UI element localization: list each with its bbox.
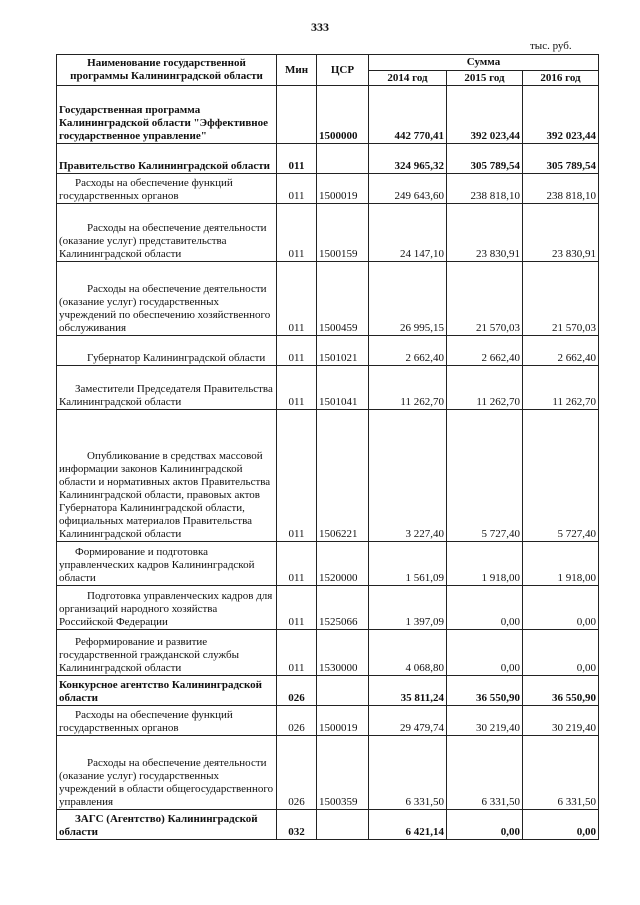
row-csr: 1530000: [317, 630, 369, 676]
row-2015: 6 331,50: [447, 736, 523, 810]
row-2014: 11 262,70: [369, 366, 447, 410]
row-2016: 238 818,10: [523, 174, 599, 204]
row-csr: [317, 676, 369, 706]
row-2015: 0,00: [447, 810, 523, 840]
row-name: Государственная программа Калининградской области "Эффективное государственное управление": [57, 86, 277, 144]
row-2016: 21 570,03: [523, 262, 599, 336]
row-2014: 6 331,50: [369, 736, 447, 810]
row-2015: 5 727,40: [447, 410, 523, 542]
row-2016: 6 331,50: [523, 736, 599, 810]
row-2016: 2 662,40: [523, 336, 599, 366]
row-min: 011: [277, 630, 317, 676]
row-name: Опубликование в средствах массовой информации законов Калининградской области и нормативных актов Правительства Калининградской области, правовых актов Губернатора Калининградской области, официальных материалов Правительства Калининградской области: [57, 410, 277, 542]
row-name: Подготовка управленческих кадров для организаций народного хозяйства Российской Федерации: [57, 586, 277, 630]
row-2015: 21 570,03: [447, 262, 523, 336]
row-2016: 36 550,90: [523, 676, 599, 706]
row-csr: [317, 144, 369, 174]
row-2015: 23 830,91: [447, 204, 523, 262]
row-2016: 0,00: [523, 630, 599, 676]
row-name: Расходы на обеспечение функций государственных органов: [57, 706, 277, 736]
row-csr: 1500000: [317, 86, 369, 144]
row-2015: 238 818,10: [447, 174, 523, 204]
row-2016: 0,00: [523, 810, 599, 840]
row-min: 011: [277, 174, 317, 204]
table-row: [57, 174, 599, 204]
row-2015: 392 023,44: [447, 86, 523, 144]
row-2014: 6 421,14: [369, 810, 447, 840]
row-name: Формирование и подготовка управленческих кадров Калининградской области: [57, 542, 277, 586]
row-name: Расходы на обеспечение деятельности (оказание услуг) представительства Калининградской области: [57, 204, 277, 262]
row-name: Расходы на обеспечение деятельности (оказание услуг) государственных учреждений по обеспечению хозяйственного обслуживания: [57, 262, 277, 336]
row-csr: 1501041: [317, 366, 369, 410]
row-name: Расходы на обеспечение функций государственных органов: [57, 174, 277, 204]
row-csr: [317, 810, 369, 840]
row-min: 032: [277, 810, 317, 840]
row-2016: 305 789,54: [523, 144, 599, 174]
row-2016: 5 727,40: [523, 410, 599, 542]
row-csr: 1500159: [317, 204, 369, 262]
row-2014: 26 995,15: [369, 262, 447, 336]
header-csr: ЦСР: [317, 55, 369, 86]
row-min: 026: [277, 736, 317, 810]
table-row: [57, 262, 599, 336]
row-name: Губернатор Калининградской области: [57, 336, 277, 366]
row-min: 011: [277, 410, 317, 542]
row-2014: 35 811,24: [369, 676, 447, 706]
row-min: 011: [277, 204, 317, 262]
row-csr: 1506221: [317, 410, 369, 542]
row-2015: 11 262,70: [447, 366, 523, 410]
table-row: [57, 676, 599, 706]
units-label: тыс. руб.: [530, 40, 572, 52]
header-name: Наименование государственной программы Калининградской области: [57, 55, 277, 86]
table-row: [57, 736, 599, 810]
table-row: [57, 706, 599, 736]
header-year-2014: 2014 год: [369, 71, 447, 86]
row-min: 026: [277, 676, 317, 706]
table-row: [57, 144, 599, 174]
row-min: 011: [277, 542, 317, 586]
row-2016: 0,00: [523, 586, 599, 630]
row-2015: 305 789,54: [447, 144, 523, 174]
row-min: 011: [277, 144, 317, 174]
row-2014: 2 662,40: [369, 336, 447, 366]
table-row: [57, 86, 599, 144]
row-name: Реформирование и развитие государственной гражданской службы Калининградской области: [57, 630, 277, 676]
row-2015: 1 918,00: [447, 542, 523, 586]
row-min: [277, 86, 317, 144]
row-name: ЗАГС (Агентство) Калининградской области: [57, 810, 277, 840]
row-2014: 249 643,60: [369, 174, 447, 204]
row-2016: 392 023,44: [523, 86, 599, 144]
table-row: [57, 586, 599, 630]
table-row: [57, 204, 599, 262]
row-name: Заместители Председателя Правительства Калининградской области: [57, 366, 277, 410]
row-2015: 0,00: [447, 586, 523, 630]
table-row: [57, 630, 599, 676]
budget-table: [56, 54, 599, 840]
table-row: [57, 810, 599, 840]
row-2014: 3 227,40: [369, 410, 447, 542]
row-2016: 11 262,70: [523, 366, 599, 410]
row-2016: 1 918,00: [523, 542, 599, 586]
table-row: [57, 542, 599, 586]
table-row: [57, 366, 599, 410]
row-2014: 4 068,80: [369, 630, 447, 676]
row-min: 011: [277, 586, 317, 630]
row-2014: 29 479,74: [369, 706, 447, 736]
row-2016: 30 219,40: [523, 706, 599, 736]
header-year-2015: 2015 год: [447, 71, 523, 86]
row-csr: 1500459: [317, 262, 369, 336]
header-sum: Сумма: [369, 55, 599, 71]
table-row: [57, 336, 599, 366]
row-2014: 442 770,41: [369, 86, 447, 144]
row-2014: 1 397,09: [369, 586, 447, 630]
row-csr: 1520000: [317, 542, 369, 586]
row-2015: 2 662,40: [447, 336, 523, 366]
row-2014: 24 147,10: [369, 204, 447, 262]
header-min: Мин: [277, 55, 317, 86]
table-row: [57, 410, 599, 542]
row-min: 011: [277, 366, 317, 410]
page-number: 333: [311, 20, 329, 34]
row-min: 011: [277, 262, 317, 336]
row-2014: 1 561,09: [369, 542, 447, 586]
row-csr: 1500019: [317, 706, 369, 736]
row-2015: 30 219,40: [447, 706, 523, 736]
row-csr: 1500019: [317, 174, 369, 204]
row-2016: 23 830,91: [523, 204, 599, 262]
row-2015: 36 550,90: [447, 676, 523, 706]
row-name: Правительство Калининградской области: [57, 144, 277, 174]
row-2015: 0,00: [447, 630, 523, 676]
row-name: Расходы на обеспечение деятельности (оказание услуг) государственных учреждений в области общегосударственного управления: [57, 736, 277, 810]
row-csr: 1500359: [317, 736, 369, 810]
row-name: Конкурсное агентство Калининградской области: [57, 676, 277, 706]
row-2014: 324 965,32: [369, 144, 447, 174]
row-min: 026: [277, 706, 317, 736]
header-year-2016: 2016 год: [523, 71, 599, 86]
row-csr: 1525066: [317, 586, 369, 630]
row-csr: 1501021: [317, 336, 369, 366]
row-min: 011: [277, 336, 317, 366]
